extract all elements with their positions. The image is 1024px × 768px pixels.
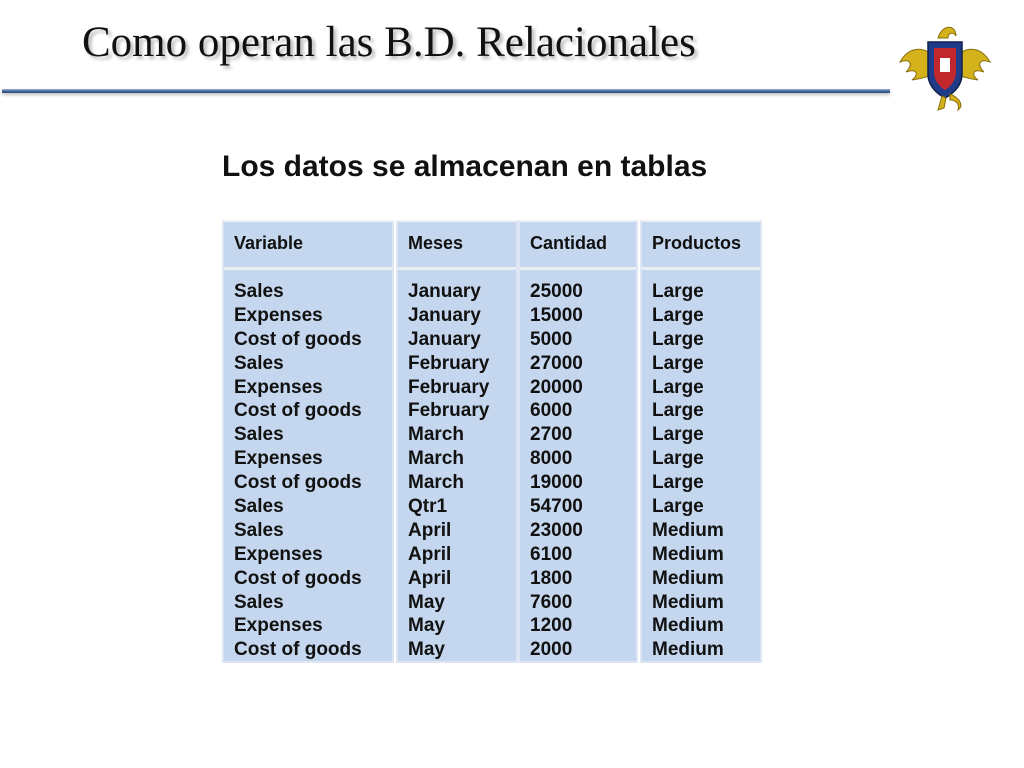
column-header: Meses [398,222,516,270]
table-cell: Medium [652,591,724,613]
table-cell: 1200 [530,615,573,637]
column-header: Productos [642,222,760,270]
table-cell: Medium [652,639,724,661]
table-cell: March [408,472,464,494]
table-cell: Cost of goods [234,567,362,589]
table-cell: Medium [652,519,724,541]
table-cell: Sales [234,496,284,518]
table-cell: January [408,304,481,326]
table-cell: Medium [652,567,724,589]
table-cell: April [408,567,452,589]
table-cell: 5000 [530,328,573,350]
table-cell: May [408,639,445,661]
table-cell: 54700 [530,496,583,518]
table-cell: Sales [234,281,284,302]
table-cell: 20000 [530,376,583,398]
table-cell: Sales [234,424,284,446]
table-cell: January [408,328,481,350]
data-table [222,220,762,663]
table-cell: 7600 [530,591,573,613]
title-divider [2,89,890,93]
table-cell: Expenses [234,615,323,637]
column-header: Cantidad [520,222,636,270]
table-cell: May [408,591,445,613]
table-cell: 1800 [530,567,573,589]
table-cell: Sales [234,591,284,613]
table-cell: Qtr1 [408,496,448,518]
table-cell: Large [652,472,704,494]
column-meses [396,220,518,663]
column-cells [398,270,516,662]
table-cell: Medium [652,543,724,565]
table-cell: 25000 [530,281,583,302]
table-cell: Expenses [234,304,323,326]
table-cell: February [408,376,490,398]
table-cell: 15000 [530,304,583,326]
table-cell: March [408,424,464,446]
slide-title: Como operan las B.D. Relacionales [82,19,696,66]
table-cell: Large [652,448,704,470]
table-cell: Large [652,328,704,350]
table-cell: Cost of goods [234,639,362,661]
table-cell: Expenses [234,543,323,565]
slide-subtitle: Los datos se almacenan en tablas [222,150,708,183]
column-variable [222,220,394,663]
table-cell: March [408,448,464,470]
table-cell: Cost of goods [234,400,362,422]
table-cell: February [408,352,490,374]
table-cell: Large [652,400,704,422]
table-cell: Large [652,424,704,446]
university-crest-icon [898,18,992,112]
table-cell: Medium [652,615,724,637]
table-cell: Sales [234,352,284,374]
table-cell: Large [652,352,704,374]
table-cell: February [408,400,490,422]
column-cells [520,270,636,662]
column-cells [224,270,392,662]
table-cell: Large [652,304,704,326]
table-cell: Large [652,376,704,398]
table-cell: Large [652,281,704,302]
table-cell: Expenses [234,376,323,398]
table-cell: 23000 [530,519,583,541]
table-cell: 6100 [530,543,573,565]
table-cell: 2700 [530,424,573,446]
table-cell: January [408,281,481,302]
table-cell: Expenses [234,448,323,470]
table-cell: Cost of goods [234,472,362,494]
column-cantidad [518,220,638,663]
column-header: Variable [224,222,392,270]
column-productos [640,220,762,663]
table-cell: Large [652,496,704,518]
table-cell: Sales [234,519,284,541]
table-cell: May [408,615,445,637]
table-cell: 27000 [530,352,583,374]
table-cell: 8000 [530,448,573,470]
table-cell: 2000 [530,639,573,661]
table-cell: 6000 [530,400,573,422]
table-cell: 19000 [530,472,583,494]
table-cell: Cost of goods [234,328,362,350]
table-cell: April [408,543,452,565]
column-cells [642,270,760,662]
table-cell: April [408,519,452,541]
